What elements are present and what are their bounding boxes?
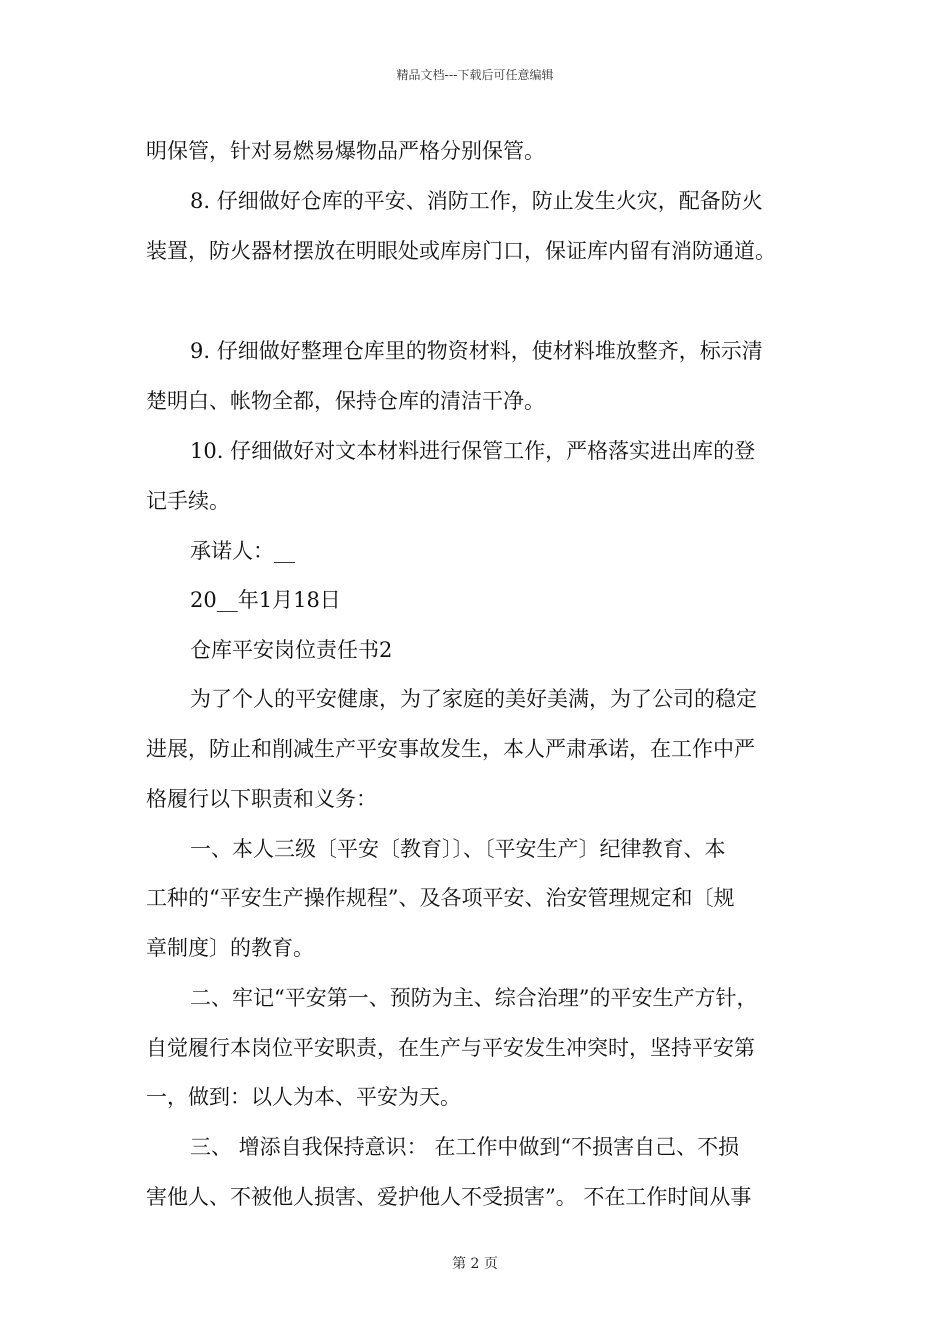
text-line: 8. 仔细做好仓库的平安、消防工作，防止发生火灾，配备防火 — [190, 189, 763, 213]
text-line: 记手续。 — [146, 489, 230, 513]
text-line: 二、牢记“平安第一、预防为主、综合治理”的平安生产方针， — [190, 986, 758, 1010]
text-line: 格履行以下职责和义务： — [146, 787, 377, 811]
date-line: 20__年1月18日 — [190, 588, 341, 612]
section-title: 仓库平安岗位责任书2 — [190, 638, 393, 662]
text-line: 进展，防止和削减生产平安事故发生，本人严肃承诺，在工作中严 — [146, 737, 755, 761]
text-line: 自觉履行本岗位平安职责，在生产与平安发生冲突时，坚持平安第 — [146, 1036, 755, 1060]
page-header: 精品文档---下载后可任意编辑 — [396, 68, 554, 82]
text-line: 为了个人的平安健康，为了家庭的美好美满，为了公司的稳定 — [190, 687, 757, 711]
text-line: 一、本人三级〔平安〔教育〕〕、〔平安生产〕纪律教育、本 — [190, 837, 726, 861]
text-line: 工种的“平安生产操作规程”、及各项平安、治安管理规定和〔规 — [146, 886, 735, 910]
text-line: 害他人、不被他人损害、爱护他人不受损害”。 不在工作时间从事 — [146, 1185, 752, 1209]
text-line: 三、 增添自我保持意识： 在工作中做到“不损害自己、不损 — [190, 1135, 740, 1159]
page-number: 第 2 页 — [452, 1256, 498, 1272]
text-line: 10. 仔细做好对文本材料进行保管工作，严格落实进出库的登 — [190, 439, 756, 463]
signatory-line: 承诺人：__ — [190, 539, 295, 563]
text-line: 9. 仔细做好整理仓库里的物资材料，使材料堆放整齐，标示清 — [190, 339, 763, 363]
text-line: 章制度〕的教育。 — [146, 936, 314, 960]
text-line: 一，做到：以人为本、平安为天。 — [146, 1085, 461, 1109]
text-line: 楚明白、帐物全都，保持仓库的清洁干净。 — [146, 389, 545, 413]
text-line: 明保管，针对易燃易爆物品严格分别保管。 — [146, 139, 545, 163]
text-line: 装置，防火器材摆放在明眼处或库房门口，保证库内留有消防通道。 — [146, 239, 776, 263]
